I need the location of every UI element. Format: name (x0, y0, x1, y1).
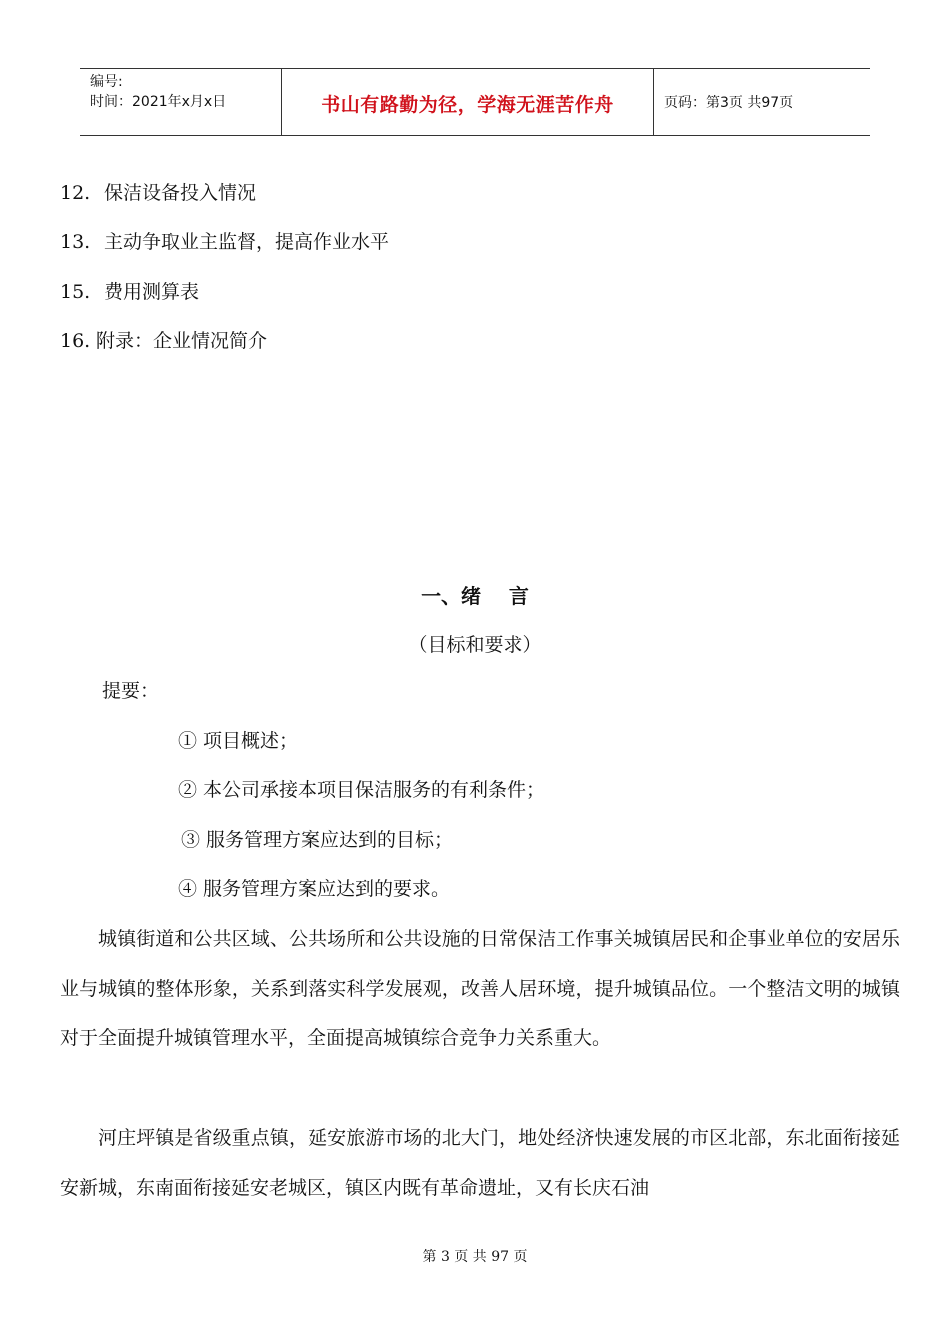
toc-text: 附录：企业情况简介 (96, 330, 268, 352)
toc-text: 主动争取业主监督，提高作业水平 (104, 231, 390, 253)
summary-label: 提要： (102, 680, 160, 702)
page-info: 页码：第3页 共97页 (664, 95, 794, 111)
header-page-info (654, 69, 870, 135)
summary-item: ① 项目概述； (178, 730, 299, 752)
summary-item: ③ 服务管理方案应达到的目标； (181, 829, 454, 851)
section-title: 一、绪 言 (421, 584, 529, 608)
toc-item (60, 182, 256, 205)
summary-item: ② 本公司承接本项目保洁服务的有利条件； (178, 779, 546, 801)
header-meta (80, 69, 282, 135)
toc-number: 15. (60, 281, 91, 303)
header-motto-cell (282, 69, 654, 135)
toc-number: 12. (60, 182, 91, 204)
page-footer: 第 3 页 共 97 页 (422, 1249, 528, 1265)
toc-number: 13. (60, 231, 91, 253)
summary-item: ④ 服务管理方案应达到的要求。 (178, 878, 451, 900)
toc-item (60, 231, 389, 254)
toc-number: 16. (60, 330, 91, 352)
motto: 书山有路勤为径，学海无涯苦作舟 (321, 93, 614, 116)
page-header (80, 68, 870, 136)
toc-item (60, 281, 199, 304)
toc-item (60, 330, 267, 353)
time-label: 时间：2021年x月x日 (90, 94, 227, 110)
toc-text: 保洁设备投入情况 (104, 182, 257, 204)
body-paragraph: 城镇街道和公共区域、公共场所和公共设施的日常保洁工作事关城镇居民和企事业单位的安居乐业与城镇的整体形象，关系到落实科学发展观，改善人居环境，提升城镇品位。一个整洁文明的城镇对于全面提升城镇管理水平，全面提高城镇综合竞争力关系重大。 (60, 928, 900, 1050)
section-subtitle: （目标和要求） (408, 634, 542, 656)
number-label: 编号: (90, 74, 123, 90)
toc-text: 费用测算表 (104, 281, 200, 303)
body-paragraph: 河庄坪镇是省级重点镇，延安旅游市场的北大门，地处经济快速发展的市区北部，东北面衔接延安新城，东南面衔接延安老城区，镇区内既有革命遗址，又有长庆石油 (60, 1127, 900, 1199)
